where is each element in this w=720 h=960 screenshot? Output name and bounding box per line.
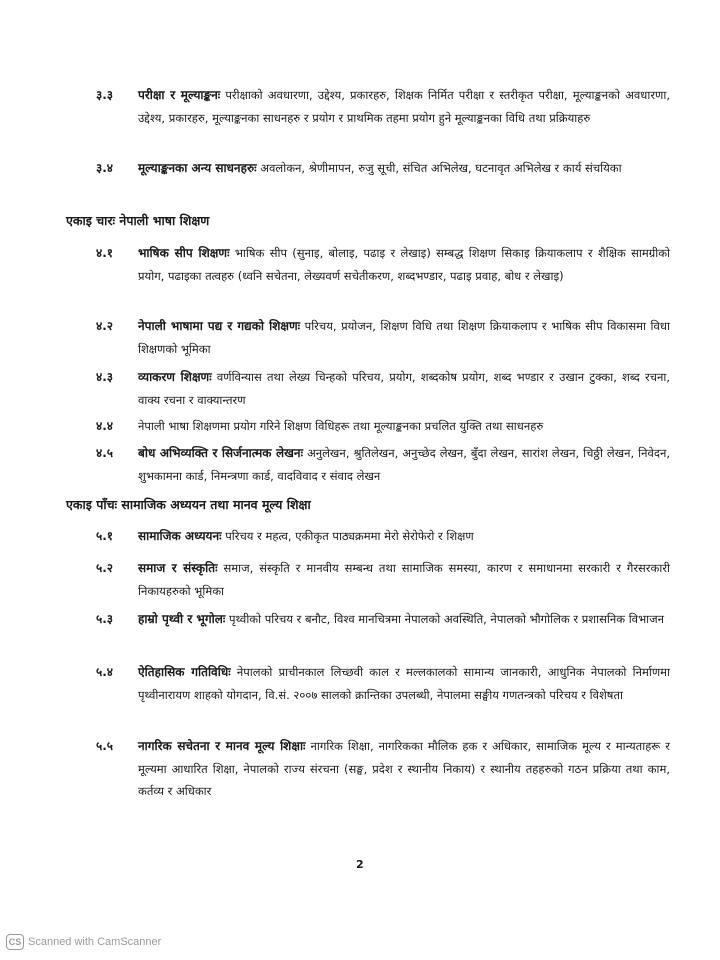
item-number: ५.५ — [96, 739, 114, 753]
item-text: वर्णविन्यास तथा लेख्य चिन्हको परिचय, प्रयोग, शब्दकोष प्रयोग, शब्द भण्डार र उखान टुक्का, शब्द रचना, वाक्य रचना र वाक्यान्तरण — [138, 370, 671, 407]
list-item — [96, 84, 671, 129]
item-title: परीक्षा र मूल्याङ्कनः — [138, 88, 221, 102]
item-text: परिचय र महत्व, एकीकृत पाठ्यक्रममा मेरो सेरोफेरो र शिक्षण — [225, 529, 474, 543]
page-number: 2 — [356, 858, 364, 871]
item-text: नेपाली भाषा शिक्षणमा प्रयोग गरिने शिक्षण विधिहरू तथा मूल्याङ्कनका प्रचलित युक्ति तथा साधनहरु — [138, 419, 544, 433]
item-title: नेपाली भाषामा पद्य र गद्यको शिक्षणः — [138, 319, 301, 333]
section-heading: एकाइ पाँचः सामाजिक अध्ययन तथा मानव मूल्य शिक्षा — [66, 497, 311, 512]
item-title: समाज र संस्कृतिः — [138, 561, 218, 575]
item-number: ४.५ — [96, 446, 114, 460]
item-text: अवलोकन, श्रेणीमापन, रुजु सूची, संचित अभिलेख, घटनावृत अभिलेख र कार्य संचयिका — [260, 161, 622, 175]
item-text: समाज, संस्कृति र मानवीय सम्बन्ध तथा सामाजिक समस्या, कारण र समाधानमा सरकारी र गैरसरकारी निकायहरुको भूमिका — [138, 561, 671, 598]
item-text: नागरिक शिक्षा, नागरिकका मौलिक हक र अधिकार, सामाजिक मूल्य र मान्यताहरू र मूल्यमा आधारित शिक्षा, नेपालको राज्य संरचना (सङ्घ, प्रदेश र स्थानीय निकाय) र स्थानीय तहहरुको गठन प्रक्रिया तथा काम, कर्तव्य र अधिकार — [138, 739, 670, 798]
section-heading: एकाइ चारः नेपाली भाषा शिक्षण — [66, 213, 210, 228]
list-item — [96, 608, 670, 631]
item-number: ४.३ — [96, 370, 114, 384]
item-number: ५.२ — [96, 561, 114, 575]
item-number: ३.४ — [96, 161, 114, 175]
item-text: भाषिक सीप (सुनाइ, बोलाइ, पढाइ र लेखाइ) सम्बद्ध शिक्षण सिकाइ क्रियाकलाप र शैक्षिक सामग्रीको प्रयोग, पढाइका तत्वहरु (ध्वनि सचेतना, लेख्यवर्ण सचेतीकरण, शब्दभण्डार, पढाइ प्रवाह, बोध र लेखाइ) — [138, 246, 671, 283]
watermark-text: Scanned with CamScanner — [28, 936, 162, 948]
item-title: बोध अभिव्यक्ति र सिर्जनात्मक लेखनः — [138, 446, 303, 460]
item-title: सामाजिक अध्ययनः — [138, 529, 222, 543]
list-item — [96, 661, 671, 706]
item-text: पृथ्वीको परिचय र बनौट, विश्व मानचित्रमा नेपालको अवस्थिति, नेपालको भौगोलिक र प्रशासनिक विभाजन — [228, 612, 665, 626]
list-item — [96, 442, 670, 487]
item-title: ऐतिहासिक गतिविधिः — [138, 665, 231, 679]
item-title: भाषिक सीप शिक्षणः — [138, 246, 230, 260]
item-number: ५.३ — [96, 612, 114, 626]
item-number: ३.३ — [96, 88, 114, 102]
item-title: नागरिक सचेतना र मानव मूल्य शिक्षाः — [138, 739, 306, 753]
list-item — [96, 157, 670, 180]
list-item — [96, 525, 670, 548]
item-text: अनुलेखन, श्रुतिलेखन, अनुच्छेद लेखन, बुँदा लेखन, सारांश लेखन, चिठ्ठी लेखन, निवेदन, शुभकामना कार्ड, निमन्त्रणा कार्ड, वादविवाद र संवाद लेखन — [138, 446, 670, 483]
item-number: ५.१ — [96, 529, 114, 543]
item-title: हाम्रो पृथ्वी र भूगोलः — [138, 612, 226, 626]
item-number: ५.४ — [96, 665, 114, 679]
item-text: परीक्षाको अवधारणा, उद्देश्य, प्रकारहरु, शिक्षक निर्मित परीक्षा र स्तरीकृत परीक्षा, मूल्याङ्कनको अवधारणा, उद्देश्य, प्रकारहरु, मूल्याङ्कनका साधनहरु र प्रयोग र प्राथमिक तहमा प्रयोग हुने मूल्याङ्कनका विधि तथा प्रक्रियाहरु — [138, 88, 671, 125]
item-title: मूल्याङ्कनका अन्य साधनहरुः — [138, 161, 257, 175]
item-text: परिचय, प्रयोजन, शिक्षण विधि तथा शिक्षण क्रियाकलाप र भाषिक सीप विकासमा विधा शिक्षणको भूमिका — [138, 319, 670, 356]
list-item — [96, 735, 670, 803]
camscanner-logo-icon: CS — [6, 934, 24, 950]
item-text: नेपालको प्राचीनकाल लिच्छवी काल र मल्लकालको सामान्य जानकारी, आधुनिक नेपालको निर्माणमा पृथ्वीनारायण शाहको योगदान, वि.सं. २००७ सालको क्रान्तिका उपलब्धी, नेपालमा सङ्घीय गणतन्त्रको परिचय र विशेषता — [138, 665, 671, 702]
list-item — [96, 315, 670, 360]
list-item — [96, 242, 671, 287]
list-item — [96, 415, 670, 438]
item-number: ४.१ — [96, 246, 114, 260]
scanner-watermark — [6, 932, 161, 952]
item-number: ४.२ — [96, 319, 114, 333]
list-item — [96, 557, 671, 602]
item-number: ४.४ — [96, 419, 114, 433]
list-item — [96, 366, 671, 411]
item-title: व्याकरण शिक्षणः — [138, 370, 212, 384]
